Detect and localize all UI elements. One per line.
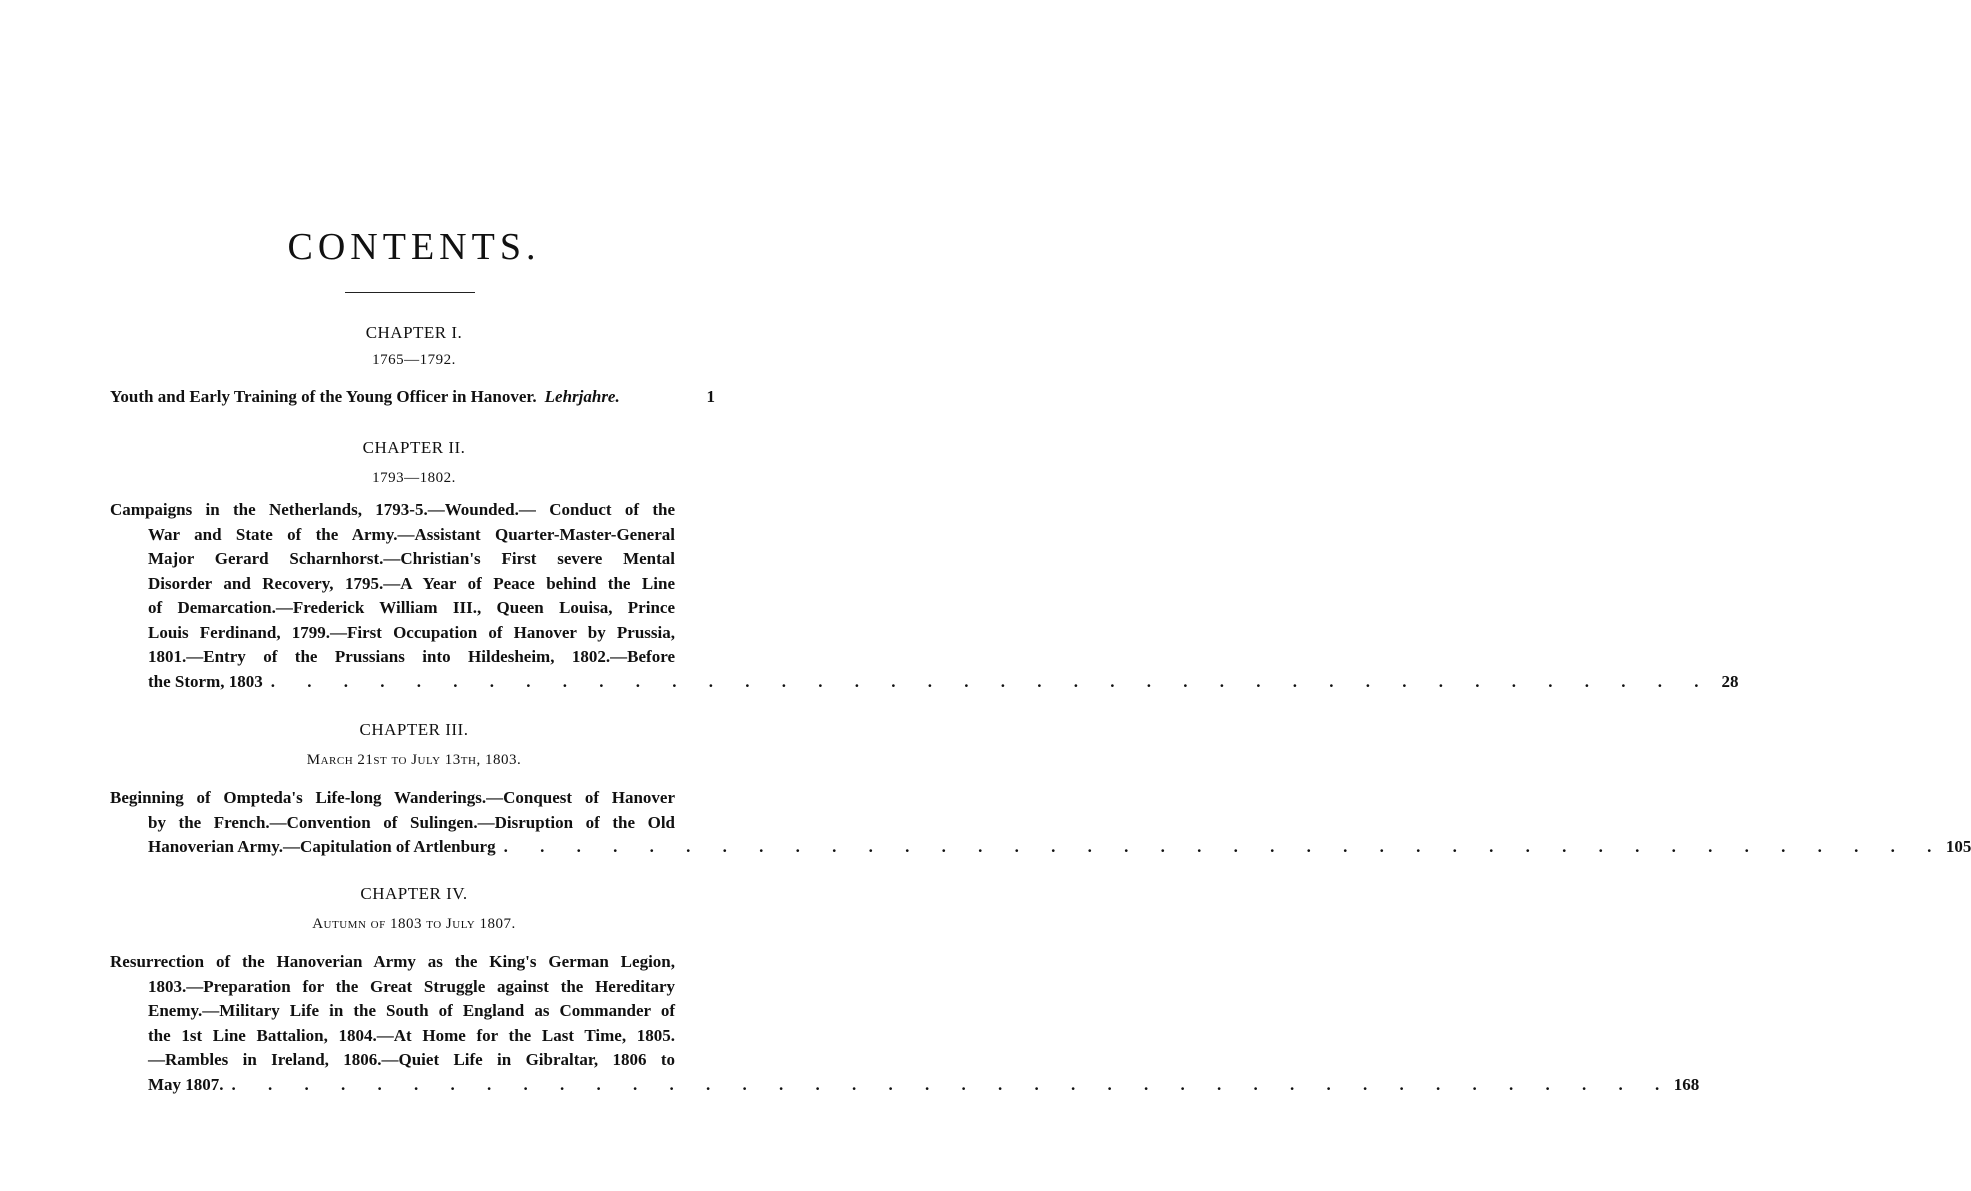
chapter-4-line: the 1st Line Battalion, 1804.—At Home for the Last Time, 1805. xyxy=(148,1025,675,1045)
chapter-2-line: Major Gerard Scharnhorst.—Christian's First severe Mental xyxy=(148,549,675,568)
chapter-1-text: Youth and Early Training of the Young Officer in Hanover. xyxy=(110,387,537,406)
chapter-2-line: War and State of the Army.—Assistant Quarter-Master-General xyxy=(148,524,675,544)
chapter-2-heading: CHAPTER II. xyxy=(362,438,466,457)
chapter-4-page: 168 xyxy=(1673,1074,1700,1094)
chapter-3-line: Hanoverian Army.—Capitulation of Artlenburg xyxy=(148,837,496,856)
leader-dots: . . . . . . . . . . . . . . . . . . . . . . . . . . . . . . . . . . . . . . . . xyxy=(270,671,1713,691)
chapter-2-line: 1801.—Entry of the Prussians into Hildesheim, 1802.—Before xyxy=(148,647,675,666)
leader-dots: . . . . . . . . . . . . . . . . . . . . . . . . . . . . . . . . . . . . . . . . xyxy=(231,1074,1674,1094)
chapter-2-dates: 1793—1802. xyxy=(372,470,456,486)
chapter-1-page: 1 xyxy=(706,387,715,406)
chapter-4-line: Resurrection of the Hanoverian Army as the King's German Legion, xyxy=(110,952,675,971)
chapter-3-line: by the French.—Convention of Sulingen.—Disruption of the Old xyxy=(148,812,675,832)
chapter-3-line: Beginning of Ompteda's Life-long Wanderings.—Conquest of Hanover xyxy=(110,788,675,807)
chapter-3-entry[interactable] xyxy=(110,786,1971,860)
chapter-2-line: the Storm, 1803 xyxy=(148,671,263,691)
chapter-4-line: 1803.—Preparation for the Great Struggle against the Hereditary xyxy=(148,976,675,996)
chapter-2-line: Louis Ferdinand, 1799.—First Occupation of Hanover by Prussia, xyxy=(148,622,675,642)
chapter-2-page: 28 xyxy=(1721,671,1739,691)
chapter-1-italic: Lehrjahre. xyxy=(544,387,620,406)
chapter-4-dates: Autumn of 1803 to July 1807. xyxy=(312,916,516,932)
chapter-1-entry[interactable] xyxy=(110,385,715,410)
chapter-2-entry[interactable] xyxy=(110,498,1739,694)
chapter-4-line: Enemy.—Military Life in the South of England as Commander of xyxy=(148,1001,675,1020)
chapter-4-entry[interactable] xyxy=(110,950,1700,1097)
chapter-1-dates: 1765—1792. xyxy=(372,352,456,368)
page-title: CONTENTS. xyxy=(287,226,541,268)
leader-dots: . . . . . . . . . . . . . . . . . . . . . . . . . . . . . . . . . . . . . . . . xyxy=(503,837,1946,856)
chapter-1-heading: CHAPTER I. xyxy=(365,323,463,342)
chapter-3-page: 105 xyxy=(1945,837,1971,856)
chapter-4-line: —Rambles in Ireland, 1806.—Quiet Life in Gibraltar, 1806 to xyxy=(148,1050,675,1069)
chapter-4-heading: CHAPTER IV. xyxy=(360,884,468,903)
chapter-3-dates: March 21st to July 13th, 1803. xyxy=(306,752,522,768)
chapter-2-line: Campaigns in the Netherlands, 1793-5.—Wounded.— Conduct of the xyxy=(110,500,675,519)
chapter-4-line: May 1807. xyxy=(148,1074,224,1094)
chapter-3-heading: CHAPTER III. xyxy=(359,720,469,739)
chapter-2-line: of Demarcation.—Frederick William III., Queen Louisa, Prince xyxy=(148,598,675,617)
chapter-2-line: Disorder and Recovery, 1795.—A Year of Peace behind the Line xyxy=(148,573,675,593)
title-rule xyxy=(345,292,475,293)
